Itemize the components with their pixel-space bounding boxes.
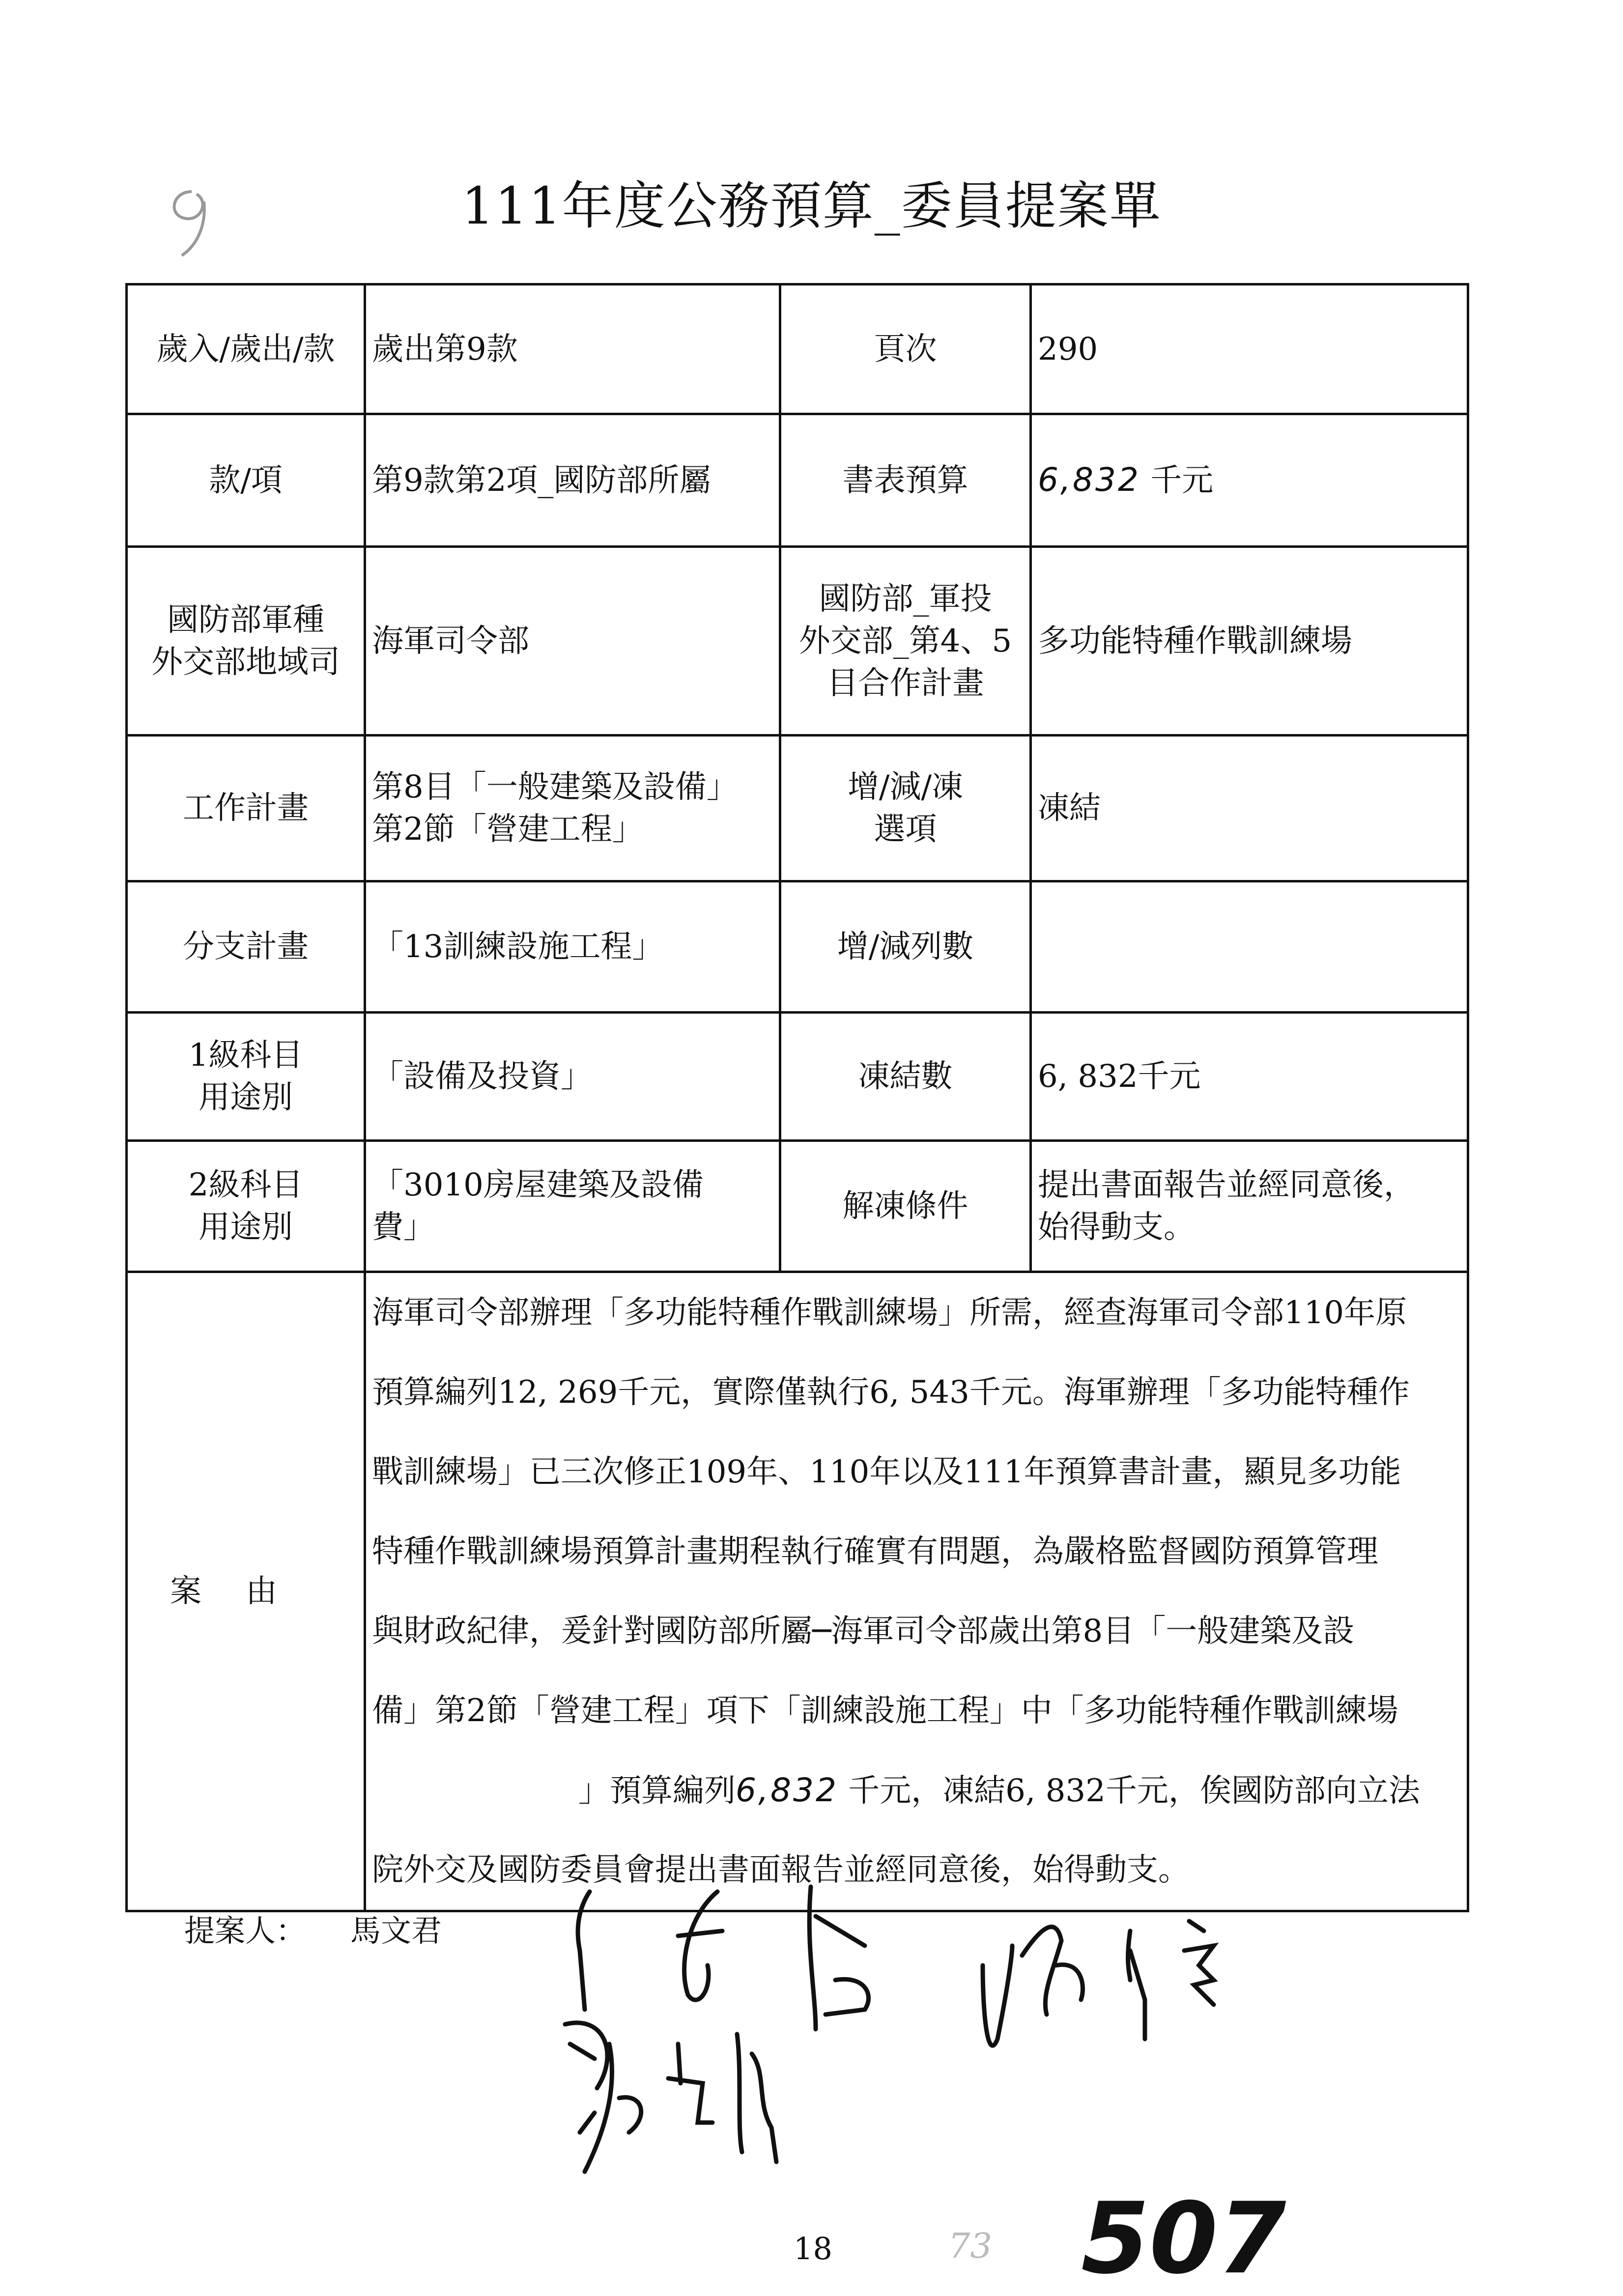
case-line: 預算編列12, 269千元，實際僅執行6, 543千元。海軍辦理「多功能特種作: [372, 1374, 1410, 1411]
label-line: 1級科目: [188, 1037, 303, 1074]
label-line: 目合作計畫: [826, 665, 984, 702]
case-line: 備」第2節「營建工程」項下「訓練設施工程」中「多功能特種作戰訓練場: [372, 1693, 1398, 1729]
label-cell: 解凍條件: [780, 1141, 1031, 1272]
value-line: 第8目「一般建築及設備」: [372, 769, 738, 805]
value-line: 提出書面報告並經同意後，: [1038, 1167, 1415, 1203]
label-line: 國防部軍種: [167, 601, 324, 638]
value-cell: 海軍司令部: [365, 547, 780, 736]
case-line: 與財政紀律，爰針對國防部所屬─海軍司令部歲出第8目「一般建築及設: [372, 1613, 1355, 1649]
label-line: 外交部_第4、5: [798, 623, 1012, 659]
label-line: 用途別: [199, 1079, 293, 1116]
value-line: 第2節「營建工程」: [372, 811, 644, 848]
label-cell: 書表預算: [780, 414, 1031, 547]
unit: 千元: [1150, 462, 1214, 499]
faint-handwritten-number: 73: [948, 2226, 993, 2266]
value-cell: 第9款第2項_國防部所屬: [365, 414, 780, 547]
handwritten-amount: 6,832: [736, 1771, 838, 1809]
value-cell: 多功能特種作戰訓練場: [1031, 547, 1468, 736]
signature-3: [983, 1921, 1214, 2045]
page-title: 111年度公務預算_委員提案單: [461, 176, 1162, 236]
case-text-fragment: 」預算編列: [578, 1773, 736, 1809]
proposer-name: 馬文君: [350, 1913, 442, 1949]
value-cell: 「13訓練設施工程」: [365, 881, 780, 1013]
proposer-label: 提案人：: [184, 1913, 307, 1949]
label-cell: 頁次: [780, 284, 1031, 414]
label-line: 外交部地域司: [151, 644, 340, 680]
label-line: 選項: [874, 811, 937, 848]
label-cell: 分支計畫: [127, 881, 365, 1013]
label-cell: 凍結數: [780, 1013, 1031, 1141]
label-line: 用途別: [199, 1209, 293, 1246]
signature-2: [570, 2034, 776, 2172]
label-cell: 增/減列數: [780, 881, 1031, 1013]
page-number: 18: [794, 2231, 832, 2267]
value-line: 「3010房屋建築及設備: [372, 1167, 704, 1203]
case-line: 院外交及國防委員會提出書面報告並經同意後，始得動支。: [372, 1852, 1190, 1888]
label-line: 2級科目: [188, 1167, 303, 1203]
value-cell: 6, 832千元: [1031, 1013, 1468, 1141]
label-line: 增/減/凍: [847, 769, 964, 805]
case-line: 戰訓練場」已三次修正109年、110年以及111年預算書計畫，顯見多功能: [372, 1454, 1401, 1490]
handwritten-amount: 6,832: [1038, 461, 1140, 499]
handwritten-number: 507: [1081, 2182, 1286, 2296]
value-line: 始得動支。: [1038, 1209, 1195, 1246]
case-line: 海軍司令部辦理「多功能特種作戰訓練場」所需，經查海軍司令部110年原: [372, 1295, 1407, 1331]
value-cell: 凍結: [1031, 736, 1468, 881]
case-text-fragment: 千元，凍結6, 832千元，俟國防部向立法: [848, 1773, 1420, 1809]
label-cell: 工作計畫: [127, 736, 365, 881]
label-cell: 歲入/歲出/款: [127, 284, 365, 414]
page-ref-cell: 290: [1031, 284, 1468, 414]
label-cell: 款/項: [127, 414, 365, 547]
case-label: 案由: [127, 1272, 365, 1911]
value-line: 費」: [372, 1209, 435, 1246]
case-line: 特種作戰訓練場預算計畫期程執行確實有問題，為嚴格監督國防預算管理: [372, 1533, 1378, 1570]
label-line: 國防部_軍投: [819, 580, 992, 617]
value-cell: 「設備及投資」: [365, 1013, 780, 1141]
value-cell: 歲出第9款: [365, 284, 780, 414]
